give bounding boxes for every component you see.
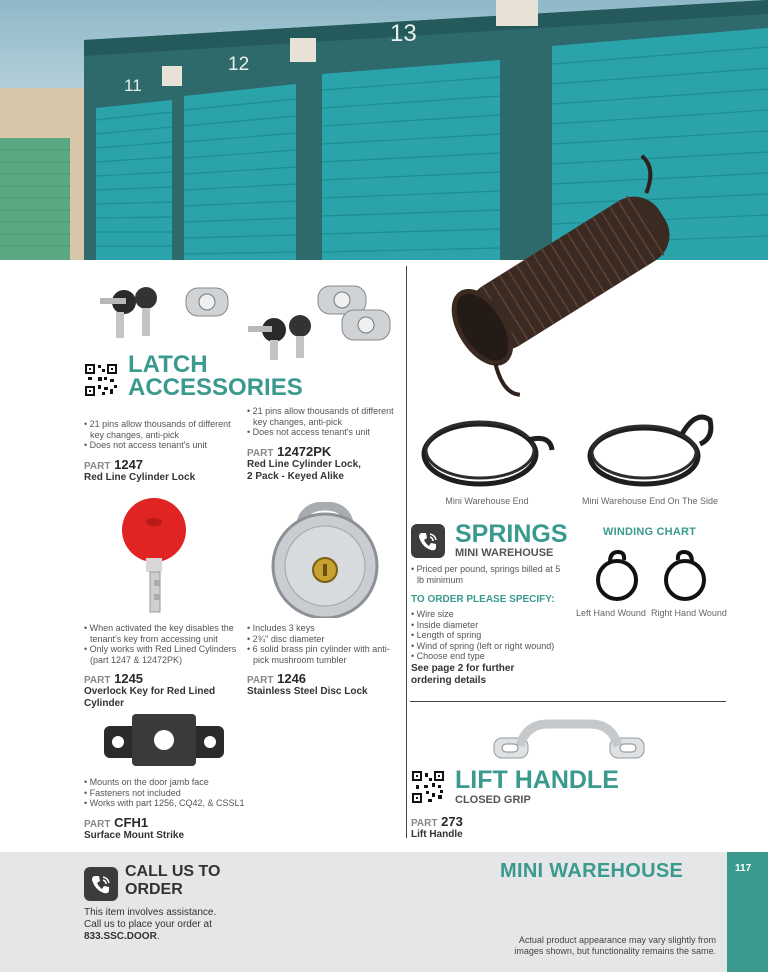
part-number: PART 1245 — [84, 671, 144, 686]
spring-end-side-image — [586, 408, 716, 492]
springs-subtitle: MINI WAREHOUSE — [455, 547, 554, 559]
product-name: Lift Handle — [411, 829, 463, 840]
order-item: • Choose end type — [411, 651, 485, 661]
column-divider — [406, 266, 407, 838]
right-hand-wound-icon — [660, 548, 710, 604]
product-1245-bullets — [84, 623, 244, 665]
see-page-note-line2: ordering details — [411, 675, 487, 686]
lift-handle-qr-code-icon — [411, 770, 445, 804]
part-number: PART 1246 — [247, 671, 307, 686]
product-name: Red Line Cylinder Lock — [84, 471, 196, 483]
lift-handle-title: LIFT HANDLE — [455, 766, 619, 794]
bullet: • Only works with Red Lined Cylinders (part 1247 & 12472PK) — [84, 644, 237, 665]
product-cfh1 — [84, 777, 304, 842]
product-name: Surface Mount Strike — [84, 829, 185, 841]
disclaimer-line1: Actual product appearance may vary slightly from — [518, 935, 716, 945]
call-phone-line: 833.SSC.DOOR. — [84, 931, 160, 942]
bullet: • 21 pins allow thousands of different key changes, anti-pick — [247, 406, 394, 427]
see-page-note-line1: See page 2 for further — [411, 663, 515, 674]
product-name: Overlock Key for Red Lined Cylinder — [84, 686, 216, 709]
product-1247 — [84, 419, 242, 484]
disc-lock-image — [266, 502, 384, 618]
order-specify-list — [411, 609, 581, 662]
product-cfh1-bullets — [84, 777, 304, 809]
call-text-line2: Call us to place your order at — [84, 919, 212, 930]
product-name: Stainless Steel Disc Lock — [247, 686, 368, 697]
bullet: • Fasteners not included — [84, 787, 181, 798]
call-us-line2: ORDER — [125, 881, 183, 898]
right-hand-wound-label: Right Hand Wound — [651, 608, 727, 618]
latch-title-line1: LATCH — [128, 351, 208, 378]
springs-bullets — [411, 564, 561, 585]
winding-chart-title: WINDING CHART — [603, 526, 697, 538]
part-number: PART CFH1 — [84, 814, 149, 830]
part-number: PART 273 — [411, 814, 463, 829]
unit-number-13: 13 — [390, 20, 417, 47]
product-12472pk-bullets — [247, 406, 402, 438]
caption-mini-warehouse-end: Mini Warehouse End — [445, 496, 529, 506]
overlock-key-image — [118, 496, 190, 616]
bullet: • Does not access tenant's unit — [247, 427, 370, 437]
bullet: • Mounts on the door jamb face — [84, 777, 209, 787]
cylinder-lock-keys-image — [86, 282, 236, 344]
caption-mini-warehouse-end-side: Mini Warehouse End On The Side — [581, 496, 719, 506]
bullet: • Does not access tenant's unit — [84, 440, 207, 450]
latch-title-line2: ACCESSORIES — [128, 374, 303, 401]
product-1246-bullets — [247, 623, 402, 665]
disclaimer-line2: images shown, but functionality remains the same. — [514, 946, 716, 956]
bullet: • 21 pins allow thousands of different key changes, anti-pick — [84, 419, 231, 440]
product-name-line1: Red Line Cylinder Lock, — [247, 458, 361, 470]
bullet: • Priced per pound, springs billed at 5 lb minimum — [411, 564, 561, 585]
order-item: • Length of spring — [411, 630, 482, 640]
part-number: PART 1247 — [84, 456, 144, 472]
surface-mount-strike-image — [102, 712, 226, 768]
call-phone-icon — [84, 867, 118, 901]
order-item: • Wind of spring (left or right wound) — [411, 640, 555, 651]
order-item: • Inside diameter — [411, 619, 479, 630]
product-273 — [411, 808, 463, 841]
springs-divider — [410, 701, 726, 702]
call-text-line1: This item involves assistance. — [84, 907, 217, 918]
product-1246 — [247, 623, 402, 698]
bullet: • Includes 3 keys — [247, 623, 315, 633]
order-item: • Wire size — [411, 609, 454, 619]
bullet: • When activated the key disables the tenant's key from accessing unit — [84, 623, 234, 644]
product-name-line2: 2 Pack - Keyed Alike — [247, 470, 344, 482]
bullet: • Works with part 1256, CQ42, & CSSL1 — [84, 798, 245, 808]
phone-number-link[interactable]: 833.SSC.DOOR — [84, 931, 157, 942]
lift-handle-subtitle: CLOSED GRIP — [455, 794, 531, 806]
product-1245 — [84, 623, 244, 710]
extension-spring-image — [420, 150, 720, 400]
latch-qr-code-icon — [84, 363, 118, 397]
phone-icon — [411, 524, 445, 558]
springs-title: SPRINGS — [455, 520, 568, 548]
bullet: • 6 solid brass pin cylinder with anti-pick mushroom tumbler — [247, 644, 390, 665]
order-heading: TO ORDER PLEASE SPECIFY: — [411, 594, 555, 605]
spring-end-image — [418, 410, 558, 492]
disclaimer — [470, 935, 716, 957]
left-hand-wound-icon — [592, 548, 642, 604]
left-hand-wound-label: Left Hand Wound — [576, 608, 646, 618]
call-us-text — [84, 907, 216, 943]
call-us-line1: CALL US TO — [125, 863, 221, 880]
cylinder-lock-2pack-image — [246, 282, 396, 362]
product-12472pk — [247, 406, 402, 483]
unit-number-11: 11 — [124, 76, 142, 95]
unit-number-12: 12 — [228, 54, 250, 75]
section-title: MINI WAREHOUSE — [500, 860, 684, 882]
bullet: • 2¾" disc diameter — [247, 633, 325, 644]
lift-handle-image — [492, 718, 646, 764]
product-1247-bullets — [84, 419, 242, 451]
page-number: 117 — [735, 863, 752, 874]
part-number: PART 12472PK — [247, 443, 332, 459]
